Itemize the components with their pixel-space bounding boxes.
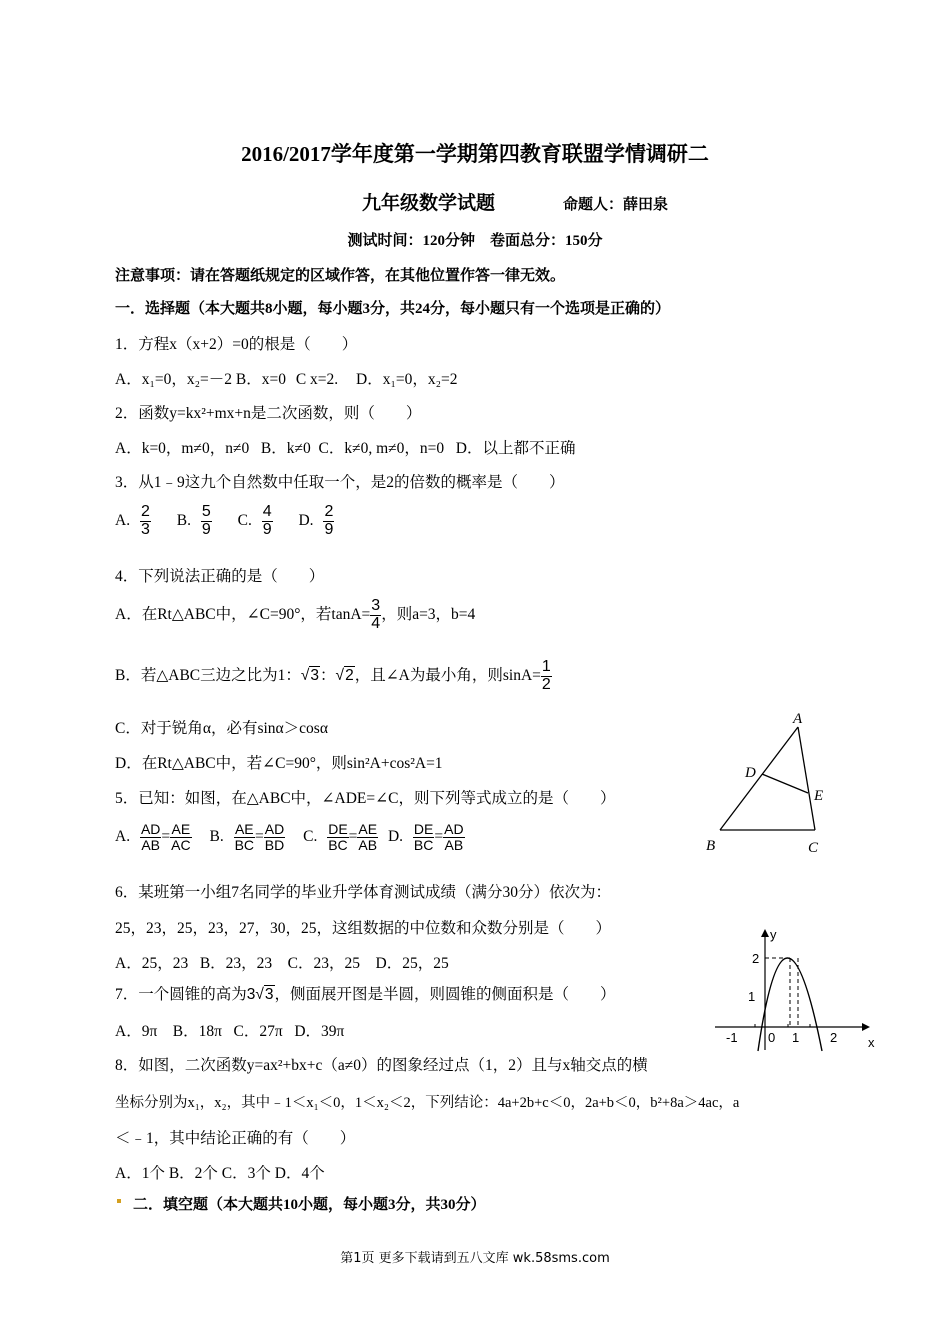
exam-meta: 测试时间：120分钟 卷面总分：150分 — [347, 233, 603, 249]
vertex-a-label: A — [793, 711, 803, 727]
decorative-dot — [117, 1199, 121, 1203]
q2-stem: 2．函数y=kx²+mx+n是二次函数，则（ ） — [115, 405, 422, 422]
q7-options: A．9π B．18π C．27π D．39π — [115, 1023, 345, 1040]
q8-line3: ＜﹣1，其中结论正确的有（ ） — [115, 1130, 356, 1147]
q3-frac-b: $\frac{5}{9}$ — [201, 503, 211, 538]
x-axis-label: x — [868, 1035, 875, 1050]
q3-label-a: A. — [115, 511, 131, 529]
q1-option-c: C x=2. — [295, 371, 339, 388]
q4-b-fraction: $\frac{1}{2}$ — [541, 658, 551, 693]
x-tick-neg1: -1 — [726, 1030, 738, 1045]
q1-options — [115, 367, 458, 389]
q5-options: A. $\frac{AD}{AB}$ = $\frac{AE}{AC}$ B. $\frac{AE}{BC}$ = $\frac{AD}{BD}$ C. $\frac{DE}{BC}$ = $\frac{AE}{AB}$ D. $\frac{DE}{BC}$ = $\frac{AD}{AB}$ — [115, 821, 464, 853]
x-tick-1: 1 — [792, 1030, 800, 1045]
x-tick-2: 2 — [830, 1030, 838, 1045]
q4-option-d: D．在Rt△ABC中，若∠C=90°，则sin²A+cos²A=1 — [115, 755, 443, 772]
page-footer: 第1页 更多下载请到五八文库 wk.58sms.com — [340, 1251, 610, 1266]
section1-heading: 一．选择题（本大题共8小题，每小题3分，共24分，每小题只有一个选项是正确的） — [115, 301, 671, 317]
origin-label: 0 — [768, 1030, 776, 1045]
vertex-b-label: B — [706, 838, 716, 854]
y-tick-1: 1 — [748, 989, 756, 1004]
triangle-figure — [700, 705, 840, 860]
q3-label-c: C. — [237, 511, 252, 529]
q7-radical: 3√3 — [246, 986, 274, 1003]
q8-options: A．1个 B．2个 C．3个 D．4个 — [115, 1165, 325, 1182]
q4-a-fraction: $\frac{3}{4}$ — [371, 597, 381, 632]
q3-stem: 3．从1﹣9这九个自然数中任取一个，是2的倍数的概率是（ ） — [115, 474, 565, 491]
q3-frac-a: $\frac{2}{3}$ — [140, 503, 150, 538]
q2-options: A．k=0，m≠0，n≠0 B．k≠0 C．k≠0, m≠0，n=0 D．以上都不正确 — [115, 440, 576, 457]
q3-frac-c: $\frac{4}{9}$ — [262, 503, 272, 538]
q7-stem: 7．一个圆锥的高为3√3，侧面展开图是半圆，则圆锥的侧面积是（ ） — [115, 986, 616, 1003]
q8-line1: 8．如图，二次函数y=ax²+bx+c（a≠0）的图象经过点（1，2）且与x轴交点的横 — [115, 1057, 648, 1074]
q4-stem: 4．下列说法正确的是（ ） — [115, 568, 325, 585]
q1-option-a: A．x₁=0，x₂=－2 — [115, 371, 232, 388]
vertex-d-label: D — [745, 765, 756, 781]
q4-sqrt3: √3 — [300, 666, 320, 684]
q4-option-a: A．在Rt△ABC中，∠C=90°，若tanA= $\frac{3}{4}$ ，则a=3，b=4 — [115, 597, 476, 632]
q3-frac-d: $\frac{2}{9}$ — [324, 503, 334, 538]
q6-stem: 6．某班第一小组7名同学的毕业升学体育测试成绩（满分30分）依次为： — [115, 884, 612, 901]
q4-option-c: C．对于锐角α，必有sinα＞cosα — [115, 720, 328, 737]
q4-option-b: B．若△ABC三边之比为1：√3：√2，且∠A为最小角，则sinA= $\frac{1}{2}$ — [115, 658, 551, 693]
y-tick-2: 2 — [752, 951, 760, 966]
q6-options: A．25，23 B．23，23 C．23，25 D．25，25 — [115, 955, 449, 972]
subtitle: 九年级数学试题 — [362, 193, 496, 214]
q1-stem: 1．方程x（x+2）=0的根是（ ） — [115, 336, 358, 353]
q3-label-d: D. — [298, 511, 314, 529]
page-title: 2016/2017学年度第一学期第四教育联盟学情调研二 — [241, 142, 709, 166]
author: 命题人：薛田泉 — [563, 197, 669, 213]
notice: 注意事项：请在答题纸规定的区域作答，在其他位置作答一律无效。 — [115, 268, 566, 284]
y-axis-label: y — [770, 927, 777, 942]
q4-sqrt2: √2 — [335, 666, 354, 684]
q1-option-b: B．x=0 — [235, 371, 286, 388]
vertex-e-label: E — [814, 788, 824, 804]
q3-label-b: B. — [176, 511, 191, 529]
q8-line2: 坐标分别为x₁，x₂，其中﹣1＜x₁＜0，1＜x₂＜2，下列结论：4a+2b+c＜0，2a+b＜0，b²+8a＞4ac，a — [115, 1095, 740, 1111]
q6-data: 25，23，25，23，27，30，25，这组数据的中位数和众数分别是（ ） — [115, 920, 612, 937]
q5-stem: 5．已知：如图，在△ABC中，∠ADE=∠C，则下列等式成立的是（ ） — [115, 790, 616, 807]
q1-option-d: D．x₁=0，x₂=2 — [356, 371, 458, 388]
q3-options — [115, 504, 334, 539]
section2-heading: 二．填空题（本大题共10小题，每小题3分，共30分） — [133, 1197, 486, 1213]
vertex-c-label: C — [808, 840, 819, 856]
parabola-graph — [710, 925, 880, 1055]
